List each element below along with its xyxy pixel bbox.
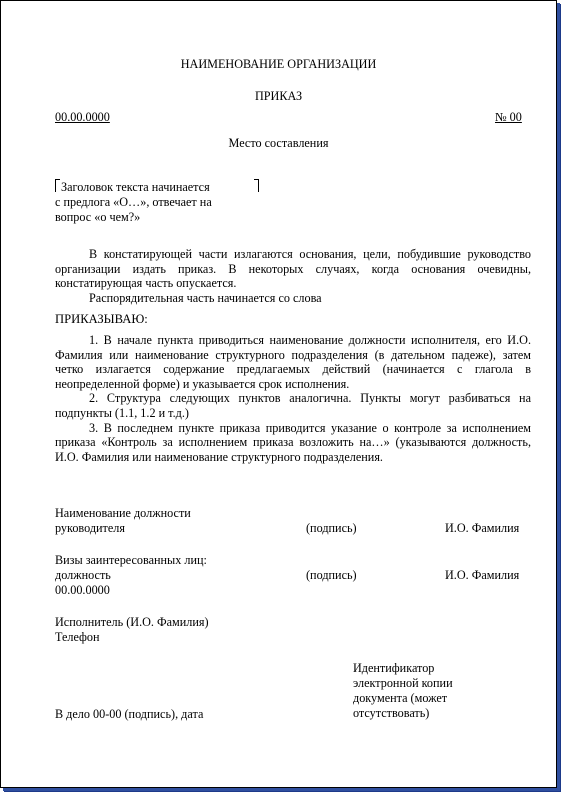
order-item-1: 1. В начале пункта приводиться наименование должности исполнителя, его И.О. Фамилия или наименование структурного подразделения (в дательном падеже), затем четко излагается содержание предлагаемых действий (начинается с глагола в неопределенной форме) и указывается срок исполнения. — [55, 333, 531, 391]
order-intro: Распорядительная часть начинается со слова — [89, 290, 322, 305]
heading-line-3: вопрос «о чем?» — [55, 210, 141, 224]
place-of-issue: Место составления — [228, 136, 329, 150]
visa-position: должность — [55, 568, 111, 582]
heading-line-1: Заголовок текста начинается — [61, 180, 210, 194]
statement-paragraph: В констатирующей части излагаются основания, цели, побудившие руководство организации издать приказ. В некоторых случаях, когда основания очевидны, констатирующая часть опускается. — [55, 247, 531, 291]
file-note: В дело 00-00 (подпись), дата — [55, 707, 204, 721]
organization-name: НАИМЕНОВАНИЕ ОРГАНИЗАЦИИ — [180, 57, 377, 71]
order-item-3: 3. В последнем пункте приказа приводится указание о контроле за исполнением приказа «Контроль за исполнением приказа возложить на…» (указываются должность, И.О. Фамилия или наименование структурного подразделения. — [55, 420, 531, 464]
visas-title: Визы заинтересованных лиц: — [55, 553, 207, 567]
statement-section — [55, 247, 531, 305]
signature-title-line-2: руководителя — [55, 521, 125, 535]
visa-date: 00.00.0000 — [55, 583, 110, 597]
order-word: ПРИКАЗЫВАЮ: — [55, 312, 148, 326]
document-number: № 00 — [495, 110, 522, 124]
document-date: 00.00.0000 — [55, 110, 110, 124]
electronic-id-line-1: Идентификатор — [353, 661, 435, 675]
electronic-id-line-2: электронной копии — [353, 676, 453, 690]
visa-sign: (подпись) — [306, 568, 357, 582]
heading-bracket-left — [55, 179, 60, 192]
order-item-2: 2. Структура следующих пунктов аналогична. Пункты могут разбиваться на подпункты (1.1, 1.2 и т.д.) — [55, 391, 531, 420]
electronic-id-line-4: отсутствовать) — [353, 706, 430, 720]
electronic-id-line-3: документа (может — [353, 691, 448, 705]
heading-line-2: с предлога «О…», отвечает на — [55, 195, 212, 209]
executor-name: Исполнитель (И.О. Фамилия) — [55, 615, 209, 629]
visa-name: И.О. Фамилия — [445, 568, 520, 582]
heading-bracket-right — [254, 179, 259, 192]
document-type: ПРИКАЗ — [254, 89, 303, 103]
order-items — [55, 333, 531, 464]
signature-name: И.О. Фамилия — [445, 521, 520, 535]
executor-phone: Телефон — [55, 630, 100, 644]
signature-sign: (подпись) — [306, 521, 357, 535]
signature-title-line-1: Наименование должности — [55, 506, 191, 520]
